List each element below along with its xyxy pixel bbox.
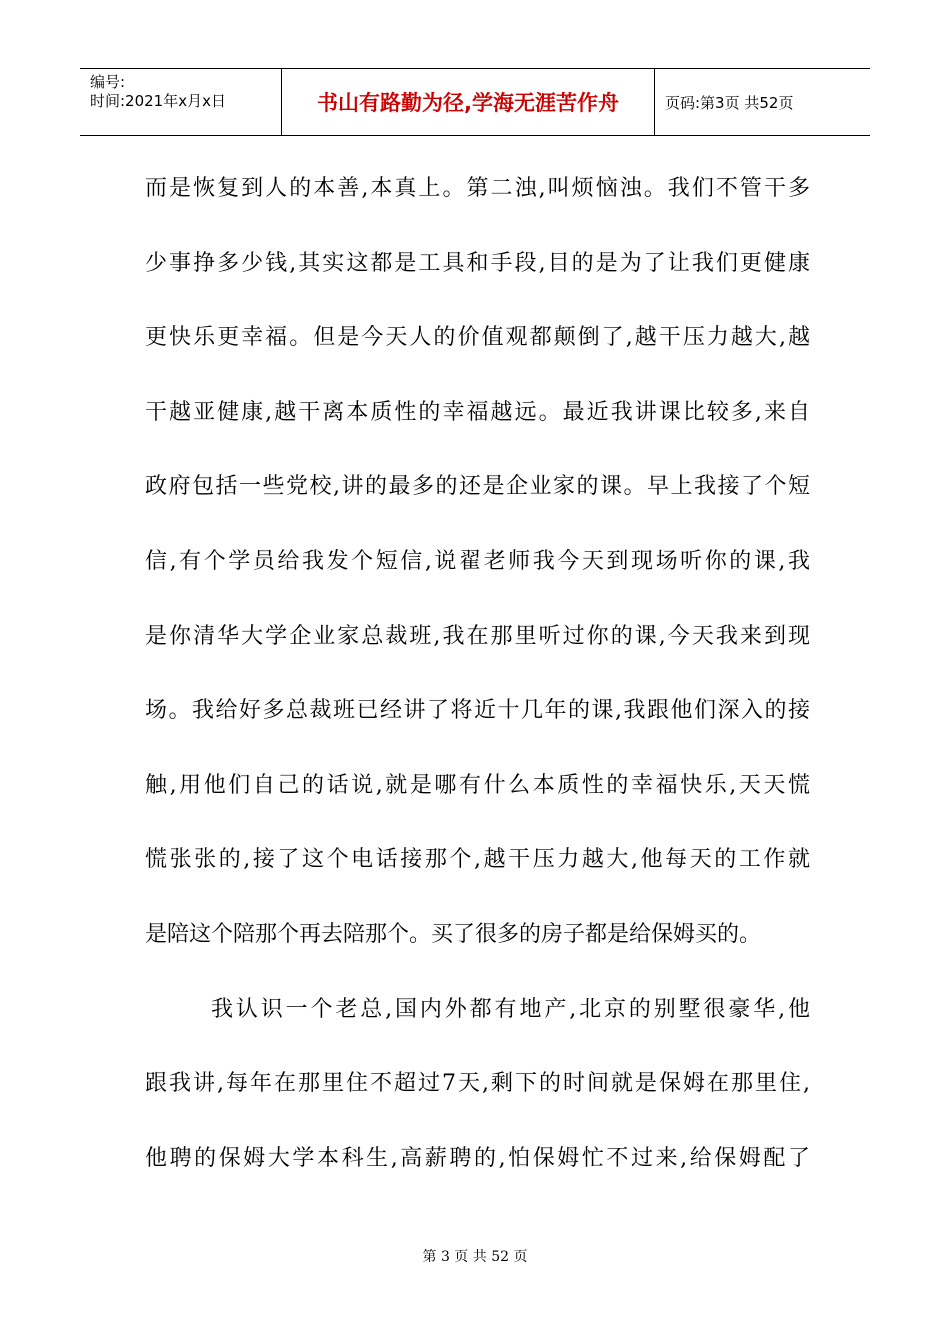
body-line: 他聘的保姆大学本科生,高薪聘的,怕保姆忙不过来,给保姆配了: [145, 1145, 810, 1171]
doc-number-label: 编号:: [90, 73, 126, 91]
body-text: [145, 152, 810, 1196]
body-line: 是你清华大学企业家总裁班,我在那里听过你的课,今天我来到现: [145, 623, 810, 649]
body-line: 而是恢复到人的本善,本真上。第二浊,叫烦恼浊。我们不管干多: [145, 176, 810, 201]
body-line: 慌张张的,接了这个电话接那个,越干压力越大,他每天的工作就: [145, 847, 810, 873]
header-page-info: 页码:第3页 共52页: [665, 93, 794, 112]
header-motto-cell: [282, 69, 655, 135]
body-line: 更快乐更幸福。但是今天人的价值观都颠倒了,越干压力越大,越: [145, 325, 810, 351]
header-meta: [80, 69, 282, 135]
body-line: 少事挣多少钱,其实这都是工具和手段,目的是为了让我们更健康: [145, 250, 810, 276]
body-line: 触,用他们自己的话说,就是哪有什么本质性的幸福快乐,天天慌: [145, 772, 810, 798]
body-line: 跟我讲,每年在那里住不超过7天,剩下的时间就是保姆在那里住,: [145, 1071, 810, 1097]
page-footer: 第 3 页 共 52 页: [422, 1249, 528, 1265]
body-line: 场。我给好多总裁班已经讲了将近十几年的课,我跟他们深入的接: [145, 698, 810, 724]
time-label: 时间:2021年x月x日: [90, 92, 226, 110]
header-motto: 书山有路勤为径,学海无涯苦作舟: [317, 91, 619, 115]
page-header: [80, 68, 870, 136]
body-line: 政府包括一些党校,讲的最多的还是企业家的课。早上我接了个短: [145, 474, 810, 500]
body-line: 干越亚健康,越干离本质性的幸福越远。最近我讲课比较多,来自: [145, 399, 810, 425]
body-line-indented: 我认识一个老总,国内外都有地产,北京的别墅很豪华,他: [211, 996, 810, 1022]
body-line: 信,有个学员给我发个短信,说翟老师我今天到现场听你的课,我: [145, 548, 810, 574]
body-line: 是陪这个陪那个再去陪那个。买了很多的房子都是给保姆买的。: [145, 921, 762, 947]
